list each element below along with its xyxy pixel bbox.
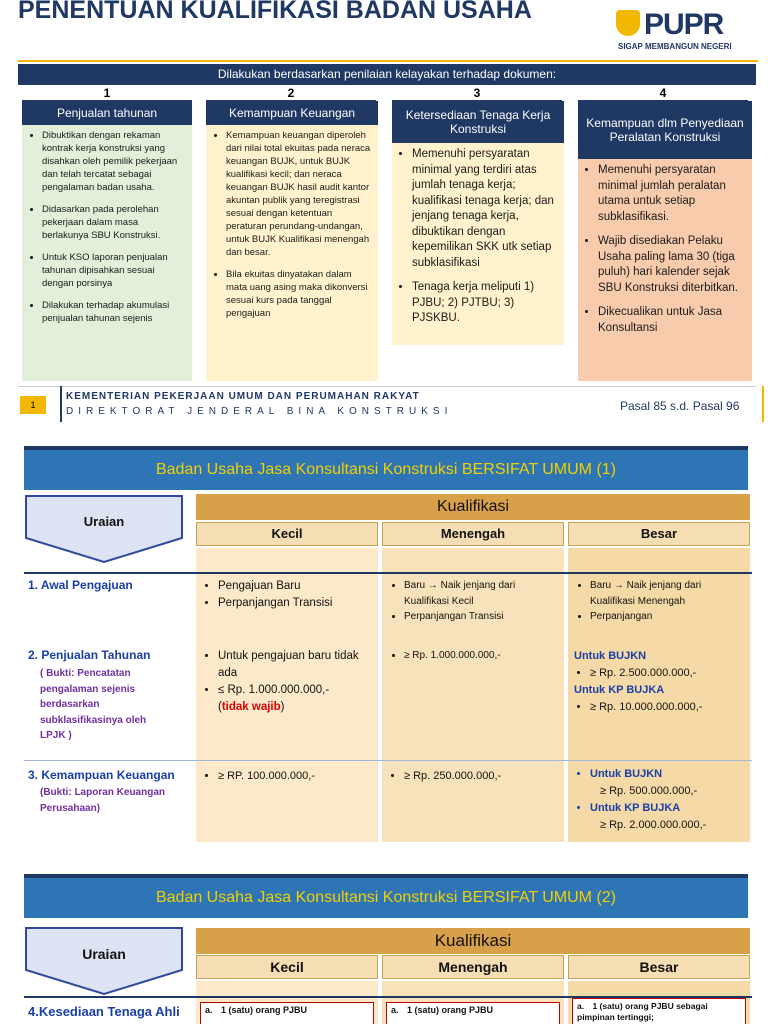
row-note: (Bukti: Laporan Keuangan Perusahaan) — [40, 787, 166, 814]
uraian-label: Uraian — [83, 514, 125, 529]
list-item: • Untuk pengajuan baru tidak ada — [218, 648, 372, 682]
note-paren: ) — [280, 701, 285, 713]
list-item: • Memenuhi persyaratan minimal yang terdiri atas jumlah tenaga kerja; kualifikasi tenaga kerja; dan jenjang tenaga kerja, dibuktikan dengan kepemilikan SKK utk setiap subklasifikasi — [412, 147, 558, 271]
list-item: • ≥ RP. 100.000.000,- — [218, 768, 372, 785]
column-header: Kemampuan dlm Penyediaan Peralatan Konstruksi — [578, 101, 752, 159]
uraian-label: Uraian — [82, 946, 126, 962]
sub-heading: • Untuk KP BUJKA — [590, 800, 744, 817]
value-text: ≥ Rp. 2.000.000.000,- — [600, 819, 707, 831]
item-marker: a. — [577, 1001, 585, 1011]
list-item: • Memenuhi persyaratan minimal jumlah peralatan utama untuk setiap subklasifikasi. — [598, 163, 746, 225]
divider — [24, 760, 752, 761]
requirement-text: 1 (satu) orang PJBU — [221, 1005, 308, 1015]
uraian-arrow-shape — [24, 494, 184, 566]
requirement-text: 1 (satu) orang PJBU sebagai pimpinan tertinggi; — [577, 1001, 708, 1022]
besar-cell — [568, 574, 750, 629]
menengah-header: Menengah — [382, 955, 564, 979]
note-paren: ( — [218, 701, 222, 713]
slide-1 — [0, 0, 768, 432]
directorate-name: DIREKTORAT JENDERAL BINA KONSTRUKSI — [66, 406, 453, 417]
kualifikasi-header: Kualifikasi — [196, 494, 750, 520]
list-item: • Kemampuan keuangan diperoleh dari nilai total ekuitas pada neraca keuangan BUJK, untuk BUJK kualifikasi kecil; dan neraca keuangan BUJK hasil audit kantor akuntan publik yang teregistrasi sesuai dengan ketentuan peraturan perundang-undangan, untuk BUJK Kualifikasi menengah dan besar. — [226, 129, 372, 259]
list-item: • Didasarkan pada perolehan pekerjaan dalam masa berlakunya SBU Konstruksi. — [42, 203, 186, 242]
besar-cell — [568, 644, 750, 720]
kecil-cell — [196, 644, 378, 720]
menengah-cell — [382, 574, 564, 629]
sub-heading: Untuk KP BUJKA — [574, 684, 665, 696]
list-item: • ≥ Rp. 2.500.000.000,- — [590, 665, 744, 682]
besar-cell — [568, 762, 750, 838]
slide-3 — [0, 864, 768, 1024]
column-number: 4 — [578, 86, 748, 101]
besar-header: Besar — [568, 522, 750, 546]
column-body — [392, 143, 564, 345]
kecil-cell — [196, 574, 378, 616]
list-item: • ≥ Rp. 250.000.000,- — [404, 768, 558, 785]
value-text: ≥ Rp. 500.000.000,- — [600, 785, 698, 797]
optional-note — [202, 699, 372, 716]
page-number: 1 — [20, 396, 46, 414]
kecil-header: Kecil — [196, 522, 378, 546]
divider — [60, 386, 62, 422]
row-label: 3. Kemampuan Keuangan — [28, 768, 175, 782]
column-header: Ketersediaan Tenaga Kerja Konstruksi — [392, 101, 564, 143]
column-body — [22, 125, 192, 381]
list-item: • Pengajuan Baru — [218, 578, 372, 595]
kecil-cell — [196, 764, 378, 789]
not-required-text: tidak wajib — [221, 701, 281, 713]
requirement-box — [386, 1002, 560, 1024]
divider — [18, 60, 758, 62]
row-label: 2. Penjualan Tahunan — [28, 648, 151, 662]
pasal-reference: Pasal 85 s.d. Pasal 96 — [620, 399, 740, 413]
requirement-text: 1 (satu) orang PJBU — [407, 1005, 494, 1015]
besar-header: Besar — [568, 955, 750, 979]
column-header: Kemampuan Keuangan — [206, 101, 378, 125]
sub-heading: Untuk BUJKN — [574, 650, 647, 662]
kualifikasi-header: Kualifikasi — [196, 928, 750, 954]
list-item: • Untuk KSO laporan penjualan tahunan dipisahkan sesuai dengan porsinya — [42, 251, 186, 290]
list-item: • Dilakukan terhadap akumulasi penjualan tahunan sejenis — [42, 299, 186, 325]
list-item: • Perpanjangan Transisi — [218, 595, 372, 612]
column-body — [578, 159, 752, 381]
list-item: • Baru → Naik jenjang dari Kualifikasi Menengah — [590, 578, 744, 609]
list-item: • ≥ Rp. 1.000.000.000,- — [404, 648, 558, 664]
row-note: ( Bukti: Pencatatan pengalaman sejenis berdasarkan subklasifikasinya oleh LPJK ) — [40, 668, 147, 741]
requirement-box — [200, 1002, 374, 1024]
divider — [762, 386, 764, 422]
sub-heading: • Untuk BUJKN — [590, 766, 744, 783]
uraian-arrow-shape — [24, 926, 184, 998]
list-item: • Baru → Naik jenjang dari Kualifikasi Kecil — [404, 578, 558, 609]
list-item: • Dikecualikan untuk Jasa Konsultansi — [598, 305, 746, 336]
logo-tagline: SIGAP MEMBANGUN NEGERI — [618, 42, 732, 51]
row-label: 4.Kesediaan Tenaga Ahli — [28, 1004, 180, 1019]
pupr-logo-icon — [616, 10, 640, 36]
slide-title: Badan Usaha Jasa Konsultansi Konstruksi BERSIFAT UMUM (1) — [24, 446, 748, 490]
menengah-cell — [382, 764, 564, 789]
slide-2 — [0, 432, 768, 864]
item-marker: a. — [205, 1005, 213, 1015]
intro-banner: Dilakukan berdasarkan penilaian kelayakan terhadap dokumen: — [18, 64, 756, 85]
column-body — [206, 125, 378, 381]
ministry-name: KEMENTERIAN PEKERJAAN UMUM DAN PERUMAHAN RAKYAT — [66, 391, 420, 402]
kecil-header: Kecil — [196, 955, 378, 979]
list-item: • Bila ekuitas dinyatakan dalam mata uang asing maka dikonversi sesuai kurs pada tanggal pengajuan — [226, 268, 372, 320]
list-item: • ≥ Rp. 10.000.000.000,- — [590, 699, 744, 716]
slide-title: Badan Usaha Jasa Konsultansi Konstruksi BERSIFAT UMUM (2) — [24, 874, 748, 918]
list-item: • ≤ Rp. 1.000.000.000,- — [218, 682, 372, 699]
logo-name: PUPR — [644, 8, 724, 41]
list-item: • Perpanjangan Transisi — [404, 609, 558, 625]
requirement-box — [572, 998, 746, 1024]
column-number: 1 — [22, 86, 192, 101]
row-label: 1. Awal Pengajuan — [28, 578, 133, 592]
list-item: • Dibuktikan dengan rekaman kontrak kerja konstruksi yang disahkan oleh pemilik pekerjaan dan telah tercatat sebagai pengalaman badan usaha. — [42, 129, 186, 194]
menengah-header: Menengah — [382, 522, 564, 546]
list-item: • Tenaga kerja meliputi 1) PJBU; 2) PJTBU; 3) PJSKBU. — [412, 280, 558, 327]
menengah-cell — [382, 644, 564, 668]
list-item: • Perpanjangan — [590, 609, 744, 625]
slide-title: PENENTUAN KUALIFIKASI BADAN USAHA — [18, 0, 532, 24]
column-number: 3 — [392, 86, 562, 101]
list-item: • Wajib disediakan Pelaku Usaha paling lama 30 (tiga puluh) hari kalender sejak SBU Konstruksi diterbitkan. — [598, 234, 746, 296]
column-header: Penjualan tahunan — [22, 101, 192, 125]
item-marker: a. — [391, 1005, 399, 1015]
column-number: 2 — [206, 86, 376, 101]
